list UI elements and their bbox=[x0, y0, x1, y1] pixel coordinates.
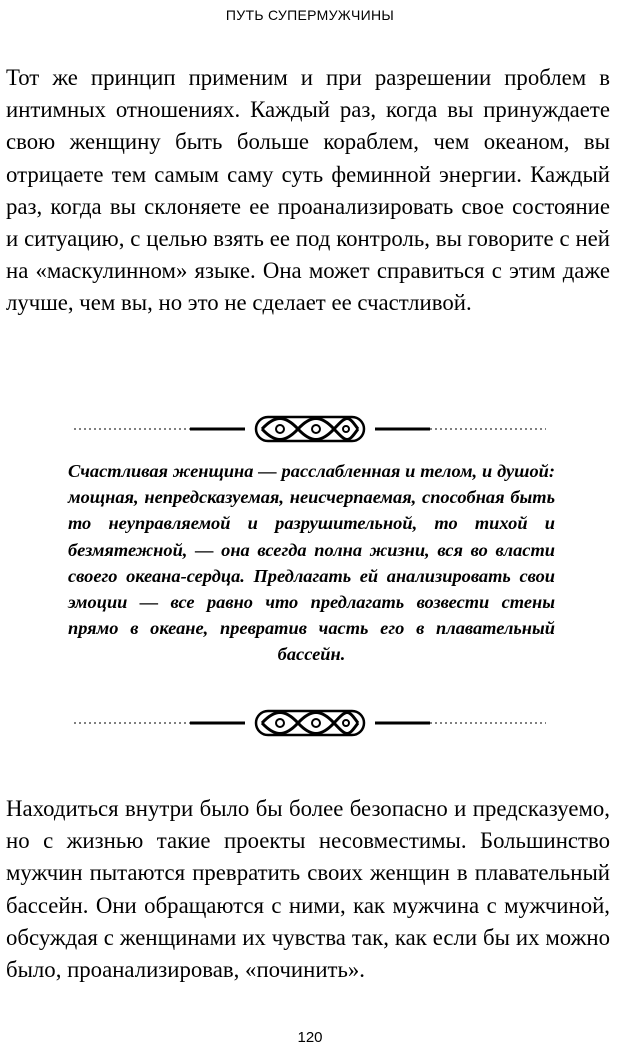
celtic-knot-divider-icon bbox=[70, 409, 550, 449]
running-header: ПУТЬ СУПЕРМУЖЧИНЫ bbox=[225, 7, 395, 23]
celtic-knot-divider-icon bbox=[70, 703, 550, 743]
pull-quote: Счастливая женщина — расслабленная и телом, и душой: мощная, непредсказуемая, неисчерпаемая, способная быть то неуправляемой и разрушительной, то тихой и безмятежной, — она всегда полна жизни, вся во власти своего океана-сердца. Предлагать ей анализировать свои эмоции — все равно что предлагать возвести стены прямо в океане, превратив часть его в плавательный бассейн. bbox=[68, 461, 555, 665]
body-paragraph-1: Тот же принцип применим и при разрешении проблем в интимных отношениях. Каждый раз, когда вы принуждаете свою женщину быть больше кораблем, чем океаном, вы отрицаете тем самым саму суть феминной энергии. Каждый раз, когда вы склоняете ее проанализировать свое состояние и ситуацию, с целью взять ее под контроль, вы говорите с ней на «маскулинном» языке. Она может справиться с этим даже лучше, чем вы, но это не сделает ее счастливой. bbox=[6, 65, 610, 316]
body-paragraph-2: Находиться внутри было бы более безопасно и предсказуемо, но с жизнью такие проекты несовместимы. Большинство мужчин пытаются превратить своих женщин в плавательный бассейн. Они обращаются с ними, как мужчина с мужчиной, обсуждая с женщинами их чувства так, как если бы их можно было, проанализировав, «починить». bbox=[6, 796, 610, 983]
page-number: 120 bbox=[297, 1029, 323, 1046]
